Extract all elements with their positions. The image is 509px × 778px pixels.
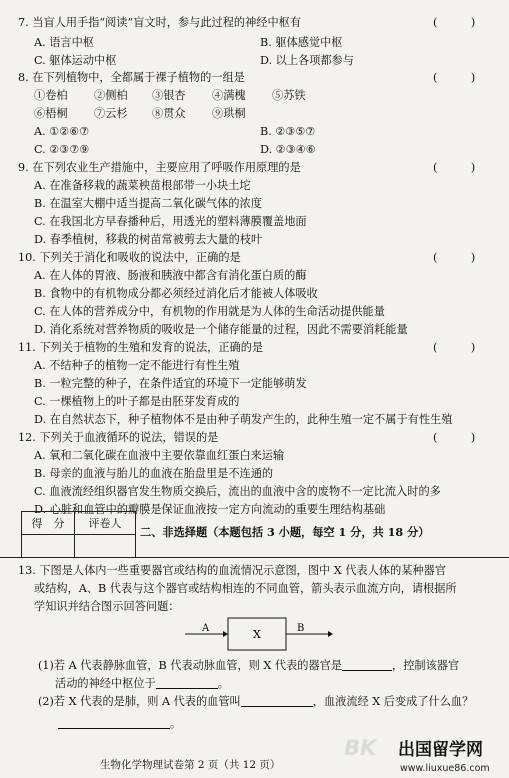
grader-label: 评卷人 [75,512,136,535]
option-b: B. ②③⑤⑦ [260,125,316,138]
question-9-stem: 9. 在下列农业生产措施中，主要应用了呼吸作用原理的是 [18,161,301,174]
option-b: B. 躯体感觉中枢 [260,36,343,49]
question-13-line-2: 或结构，A、B 代表与这个器官或结构相连的不同血管，箭头表示血流方向，请根据所 [34,582,457,595]
question-10-stem: 10. 下列关于消化和吸收的说法中，正确的是 [18,251,241,264]
option-c: C. 一棵植物上的叶子都是由胚芽发育成的 [34,395,240,408]
option-d: D. 以上各项都参与 [260,54,354,67]
answer-paren: ( ) [433,431,476,444]
answer-blank[interactable] [241,706,313,707]
option-a: A. 语言中枢 [34,36,94,49]
option-c: C. 在我国北方早春播种后，用透光的塑料薄膜覆盖地面 [34,215,307,228]
grader-cell [75,535,136,558]
answer-paren: ( ) [433,71,476,84]
label-x: X [253,628,261,641]
watermark-bk: BK [344,736,377,760]
question-11-stem: 11. 下列关于植物的生殖和发育的说法，正确的是 [18,341,264,354]
option-a: A. 在人体的胃液、肠液和胰液中都含有消化蛋白质的酶 [34,269,307,282]
plant-item: ②侧柏 [94,89,128,102]
plant-item: ⑤苏铁 [272,89,306,102]
option-b: B. 食物中的有机物成分都必须经过消化后才能被人体吸收 [34,287,318,300]
answer-blank[interactable] [342,670,392,671]
label-a: A [202,623,210,634]
answer-paren: ( ) [433,341,476,354]
option-d: D. 春季植树，移栽的树苗常被剪去大量的枝叶 [34,233,263,246]
plant-item: ④满槐 [212,89,246,102]
option-d: D. 心脏和血管中的瓣膜是保证血液按一定方向流动的重要生理结构基础 [34,503,386,516]
sub-question-1-line-2: 活动的神经中枢位于 。 [55,677,229,690]
section-divider [0,557,509,558]
plant-item: ③银杏 [152,89,186,102]
option-d: D. 在自然状态下，种子植物体不是由种子萌发产生的，此种生殖一定不属于有性生殖 [34,413,453,426]
page-footer: 生物化学物理试卷第 2 页（共 12 页） [100,759,281,771]
section-2-title: 二、非选择题（本题包括 3 小题，每空 1 分，共 18 分） [140,525,430,539]
sub-question-1-line-1: (1)若 A 代表静脉血管，B 代表动脉血管，则 X 代表的器官是 ，控制该器官 [38,659,460,672]
arrow-head-icon [223,631,228,637]
question-7-stem: 7. 当盲人用手指“阅读”盲文时，参与此过程的神经中枢有 [18,16,302,29]
answer-paren: ( ) [433,16,476,29]
score-box [21,511,136,558]
option-b: B. 一粒完整的种子，在条件适宜的环境下一定能够萌发 [34,377,307,390]
answer-paren: ( ) [433,161,476,174]
arrow-head-icon [328,631,333,637]
option-d: D. 消化系统对营养物质的吸收是一个储存能量的过程，因此不需要消耗能量 [34,323,408,336]
score-label: 得 分 [22,512,75,535]
option-a: A. 在准备移栽的蔬菜秧苗根部带一小块土坨 [34,179,251,192]
plant-item: ⑧贯众 [152,107,186,120]
option-a: A. 不结种子的植物一定不能进行有性生殖 [34,359,240,372]
plant-item: ①卷柏 [34,89,68,102]
answer-blank[interactable] [156,688,218,689]
option-c: C. 血液流经组织器官发生物质交换后，流出的血液中含的废物不一定比流入时的多 [34,485,441,498]
question-8-stem: 8. 在下列植物中，全都属于裸子植物的一组是 [18,71,245,84]
answer-blank[interactable] [58,728,170,729]
label-b: B [297,623,305,634]
sub-question-2-line-1: (2)若 X 代表的是肺，则 A 代表的血管叫 ，血液流经 X 后变成了什么血？ [38,695,474,708]
option-b: B. 在温室大棚中适当提高二氧化碳气体的浓度 [34,197,262,210]
question-13-line-3: 学知识并结合图示回答问题： [34,600,180,613]
plant-item: ⑦云杉 [94,107,128,120]
question-12-stem: 12. 下列关于血液循环的说法，错误的是 [18,431,219,444]
option-b: B. 母亲的血液与胎儿的血液在胎盘里是不连通的 [34,467,274,480]
option-a: A. ①②⑥⑦ [34,125,90,138]
sub-question-2-line-2: 。 [58,718,181,729]
watermark-site-name: 出国留学网 [398,740,483,760]
blood-flow-diagram [185,612,335,652]
option-d: D. ②③④⑥ [260,143,316,156]
answer-paren: ( ) [433,251,476,264]
option-a: A. 氧和二氧化碳在血液中主要依靠血红蛋白来运输 [34,449,285,462]
option-c: C. 躯体运动中枢 [34,54,117,67]
option-c: C. 在人体的营养成分中，有机物的作用就是为人体的生命活动提供能量 [34,305,385,318]
score-cell [22,535,75,558]
plant-item: ⑥梧桐 [34,107,68,120]
option-c: C. ②③⑦⑨ [34,143,90,156]
plant-item: ⑨珙桐 [212,107,246,120]
question-13-line-1: 13. 下图是人体内一些重要器官或结构的血流情况示意图，图中 X 代表人体的某种器官 [18,564,447,577]
watermark-url: www.liuxue86.com [400,763,490,774]
